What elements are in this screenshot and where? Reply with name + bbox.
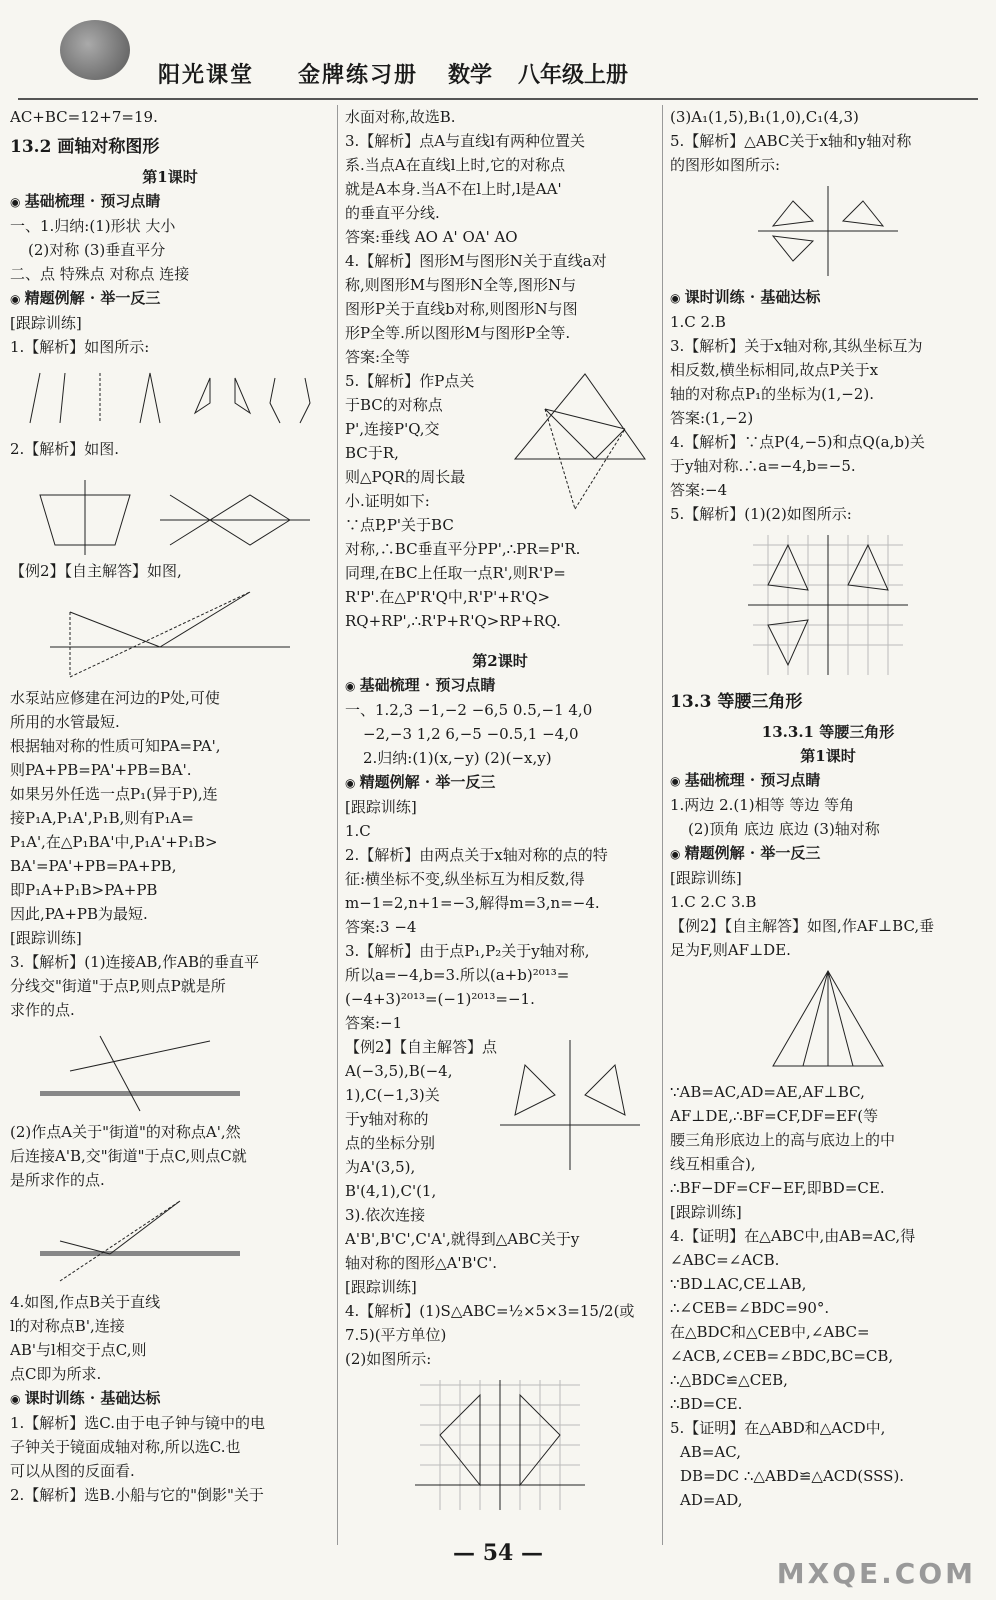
column-divider: [337, 105, 338, 1545]
text-line: 点的坐标分别: [345, 1134, 436, 1152]
text-line: 点C即为所求.: [10, 1365, 102, 1383]
street-figure-2: [30, 1196, 310, 1286]
text-line: R'P'.在△P'R'Q中,R'P'+R'Q>: [345, 588, 551, 606]
text-line: 答案:−1: [345, 1014, 403, 1032]
text-line: ∵AB=AC,AD=AE,AF⊥BC,: [670, 1083, 865, 1101]
text-line: ∴BF−DF=CF−EF,即BD=CE.: [670, 1179, 885, 1197]
text-line: AD=AD,: [680, 1491, 743, 1509]
isosceles-triangle-figure: [758, 966, 898, 1076]
text-line: 3.【解析】由于点P₁,P₂关于y轴对称,: [345, 942, 590, 960]
text-line: 分线交"街道"于点P,则点P就是所: [10, 977, 226, 995]
pqr-block: [345, 369, 655, 537]
text-line: ∴△BDC≌△CEB,: [670, 1371, 788, 1389]
text-line: 为A'(3,5),: [345, 1158, 416, 1176]
text-line: AB'与l相交于点C,则: [10, 1341, 147, 1359]
text-line: 征:横坐标不变,纵坐标互为相反数,得: [345, 870, 585, 888]
text-line: 2.【解析】选B.小船与它的"倒影"关于: [10, 1486, 264, 1504]
text-line: 1.【解析】如图所示:: [10, 338, 150, 356]
lesson-title: 第1课时: [800, 747, 856, 765]
text-line: AC+BC=12+7=19.: [10, 108, 158, 126]
text-line: 形P全等.所以图形M与图形P全等.: [345, 324, 571, 342]
text-line: (2)顶角 底边 底边 (3)轴对称: [688, 820, 880, 838]
text-line: 一、1.2,3 −1,−2 −6,5 0.5,−1 4,0: [345, 701, 593, 719]
text-line: DB=DC ∴△ABD≌△ACD(SSS).: [680, 1467, 905, 1485]
page-header: [18, 50, 978, 100]
page-number: — 54 —: [453, 1540, 543, 1566]
text-line: 1.两边 2.(1)相等 等边 等角: [670, 796, 855, 814]
text-line: 可以从图的反面看.: [10, 1462, 135, 1480]
text-line: 二、点 特殊点 对称点 连接: [10, 265, 190, 283]
text-line: 小.证明如下:: [345, 492, 430, 510]
text-line: B'(4,1),C'(1,: [345, 1182, 437, 1200]
text-line: (2)作点A关于"街道"的对称点A',然: [10, 1123, 241, 1141]
text-line: [跟踪训练]: [345, 1278, 417, 1296]
text-line: 是所求作的点.: [10, 1171, 105, 1189]
text-line: RQ+RP',∴R'P+R'Q>RP+RQ.: [345, 612, 561, 630]
text-line: 接P₁A,P₁A',P₁B,则有P₁A=: [10, 809, 194, 827]
text-line: AF⊥DE,∴BF=CF,DF=EF(等: [670, 1107, 879, 1125]
text-line: 答案:−4: [670, 481, 728, 499]
text-line: 2.【解析】由两点关于x轴对称的点的特: [345, 846, 608, 864]
text-line: 2.【解析】如图.: [10, 440, 120, 458]
text-line: 3.【解析】(1)连接AB,作AB的垂直平: [10, 953, 260, 971]
street-figure-1: [30, 1026, 310, 1116]
text-line: 求作的点.: [10, 1001, 75, 1019]
text-line: 水泵站应修建在河边的P处,可使: [10, 689, 220, 707]
triangle-pqr-figure: [505, 369, 655, 519]
text-line: 在△BDC和△CEB中,∠ABC=: [670, 1323, 870, 1341]
text-line: 足为F,则AF⊥DE.: [670, 941, 791, 959]
text-line: A(−3,5),B(−4,: [345, 1062, 453, 1080]
text-line: 后连接A'B,交"街道"于点C,则点C就: [10, 1147, 247, 1165]
text-line: [跟踪训练]: [670, 869, 742, 887]
text-line: 3).依次连接: [345, 1206, 426, 1224]
text-line: 根据轴对称的性质可知PA=PA',: [10, 737, 221, 755]
text-line: 4.【解析】(1)S△ABC=½×5×3=15/2(或: [345, 1302, 635, 1320]
symmetry-figures: [20, 363, 320, 433]
text-line: 答案:垂线 AO A' OA' AO: [345, 228, 518, 246]
text-line: ∠ABC=∠ACB.: [670, 1251, 780, 1269]
text-line: 答案:3 −4: [345, 918, 417, 936]
section-heading: 13.3 等腰三角形: [670, 692, 803, 712]
brand: 阳光课堂: [158, 62, 255, 88]
text-line: 因此,PA+PB为最短.: [10, 905, 148, 923]
grade: 八年级上册: [518, 62, 629, 88]
lesson-title: 第2课时: [472, 652, 528, 670]
text-line: 4.【解析】图形M与图形N关于直线a对: [345, 252, 607, 270]
text-line: 5.【解析】作P点关: [345, 372, 475, 390]
text-line: 3.【解析】关于x轴对称,其纵坐标互为: [670, 337, 923, 355]
text-line: 所用的水管最短.: [10, 713, 120, 731]
text-line: (2)如图所示:: [345, 1350, 432, 1368]
text-line: 所以a=−4,b=3.所以(a+b)²⁰¹³=: [345, 966, 570, 984]
text-line: [跟踪训练]: [345, 798, 417, 816]
coordinate-figure-2: [753, 181, 903, 281]
text-line: 轴的对称点P₁的坐标为(1,−2).: [670, 385, 875, 403]
text-line: 就是A本身.当A不在l上时,l是AA': [345, 180, 562, 198]
coordinate-figure-1: [495, 1035, 645, 1175]
column-divider: [662, 105, 663, 1545]
text-line: 于y轴对称的: [345, 1110, 429, 1128]
text-line: 1.C: [345, 822, 371, 840]
text-line: 答案:(1,−2): [670, 409, 754, 427]
text-line: 的垂直平分线.: [345, 204, 440, 222]
section-bar: ◉ 精题例解 · 举一反三: [345, 770, 655, 795]
text-line: 答案:全等: [345, 348, 411, 366]
text-line: 称,则图形M与图形N全等,图形N与: [345, 276, 577, 294]
text-line: 4.如图,作点B关于直线: [10, 1293, 161, 1311]
text-line: A'B',B'C',C'A',就得到△ABC关于y: [345, 1230, 580, 1248]
example2-block: [345, 1035, 655, 1227]
text-line: 一、1.归纳:(1)形状 大小: [10, 217, 176, 235]
pump-station-figure: [40, 587, 300, 682]
text-line: 1),C(−1,3)关: [345, 1086, 440, 1104]
section-bar: ◉ 基础梳理 · 预习点睛: [670, 768, 986, 793]
text-line: 2.归纳:(1)(x,−y) (2)(−x,y): [363, 749, 552, 767]
symmetry-figures-2: [20, 465, 320, 555]
text-line: 4.【证明】在△ABC中,由AB=AC,得: [670, 1227, 916, 1245]
text-line: [跟踪训练]: [10, 929, 82, 947]
text-line: 5.【解析】△ABC关于x轴和y轴对称: [670, 132, 912, 150]
text-line: 子钟关于镜面成轴对称,所以选C.也: [10, 1438, 241, 1456]
section-bar: ◉ 精题例解 · 举一反三: [670, 841, 986, 866]
text-line: 同理,在BC上任取一点R',则R'P=: [345, 564, 566, 582]
text-line: 系.当点A在直线l上时,它的对称点: [345, 156, 566, 174]
text-line: 于y轴对称.∴a=−4,b=−5.: [670, 457, 856, 475]
section-bar: ◉ 课时训练 · 基础达标: [10, 1386, 330, 1411]
text-line: BC于R,: [345, 444, 399, 462]
text-line: 腰三角形底边上的高与底边上的中: [670, 1131, 896, 1149]
text-line: 【例2】【自主解答】如图,作AF⊥BC,垂: [670, 917, 935, 935]
text-line: 则PA+PB=PA'+PB=BA'.: [10, 761, 192, 779]
section-heading: 13.2 画轴对称图形: [10, 137, 160, 157]
text-line: 则△PQR的周长最: [345, 468, 466, 486]
text-line: (3)A₁(1,5),B₁(1,0),C₁(4,3): [670, 108, 859, 126]
section-bar: ◉ 基础梳理 · 预习点睛: [345, 673, 655, 698]
text-line: (2)对称 (3)垂直平分: [28, 241, 166, 259]
text-line: 4.【解析】∵点P(4,−5)和点Q(a,b)关: [670, 433, 925, 451]
subject: 数学: [448, 62, 493, 88]
text-line: 7.5)(平方单位): [345, 1326, 447, 1344]
text-line: 即P₁A+P₁B>PA+PB: [10, 881, 158, 899]
text-line: l的对称点B',连接: [10, 1317, 125, 1335]
subsection-title: 13.3.1 等腰三角形: [761, 723, 895, 741]
text-line: 线互相重合),: [670, 1155, 756, 1173]
text-line: BA'=PA'+PB=PA+PB,: [10, 857, 177, 875]
text-line: −2,−3 1,2 6,−5 −0.5,1 −4,0: [363, 725, 579, 743]
text-line: 1.C 2.C 3.B: [670, 893, 757, 911]
text-line: ∴∠CEB=∠BDC=90°.: [670, 1299, 830, 1317]
text-line: P',连接P'Q,交: [345, 420, 440, 438]
text-line: ∴BD=CE.: [670, 1395, 743, 1413]
text-line: 1.【解析】选C.由于电子钟与镜中的电: [10, 1414, 266, 1432]
book-title: 金牌练习册: [298, 62, 419, 88]
text-line: 轴对称的图形△A'B'C'.: [345, 1254, 498, 1272]
text-line: 如果另外任选一点P₁(异于P),连: [10, 785, 218, 803]
text-line: m−1=2,n+1=−3,解得m=3,n=−4.: [345, 894, 600, 912]
column-3: [670, 105, 986, 1512]
text-line: ∵点P,P'关于BC: [345, 516, 454, 534]
text-line: 对称,∴BC垂直平分PP',∴PR=P'R.: [345, 540, 581, 558]
text-line: 的图形如图所示:: [670, 156, 781, 174]
text-line: P₁A',在△P₁BA'中,P₁A'+P₁B>: [10, 833, 218, 851]
section-bar: ◉ 精题例解 · 举一反三: [10, 286, 330, 311]
text-line: 水面对称,故选B.: [345, 108, 456, 126]
text-line: 相反数,横坐标相同,故点P关于x: [670, 361, 879, 379]
text-line: 【例2】【自主解答】如图,: [10, 562, 182, 580]
text-line: ∵BD⊥AC,CE⊥AB,: [670, 1275, 807, 1293]
text-line: 1.C 2.B: [670, 313, 726, 331]
lesson-title: 第1课时: [142, 168, 198, 186]
watermark: MXQE.COM: [776, 1557, 976, 1590]
text-line: 【例2】【自主解答】点: [345, 1038, 498, 1056]
column-1: [10, 105, 330, 1507]
text-line: ∠ACB,∠CEB=∠BDC,BC=CB,: [670, 1347, 894, 1365]
text-line: AB=AC,: [680, 1443, 741, 1461]
text-line: [跟踪训练]: [670, 1203, 742, 1221]
text-line: 于BC的对称点: [345, 396, 443, 414]
grid-figure-1: [410, 1375, 590, 1515]
text-line: (−4+3)²⁰¹³=(−1)²⁰¹³=−1.: [345, 990, 535, 1008]
grid-figure-2: [743, 530, 913, 680]
text-line: 5.【解析】(1)(2)如图所示:: [670, 505, 852, 523]
text-line: [跟踪训练]: [10, 314, 82, 332]
column-2: [345, 105, 655, 1519]
section-bar: ◉ 基础梳理 · 预习点睛: [10, 189, 330, 214]
section-bar: ◉ 课时训练 · 基础达标: [670, 285, 986, 310]
text-line: 5.【证明】在△ABD和△ACD中,: [670, 1419, 886, 1437]
text-line: 3.【解析】点A与直线l有两种位置关: [345, 132, 585, 150]
text-line: 图形P关于直线b对称,则图形N与图: [345, 300, 578, 318]
